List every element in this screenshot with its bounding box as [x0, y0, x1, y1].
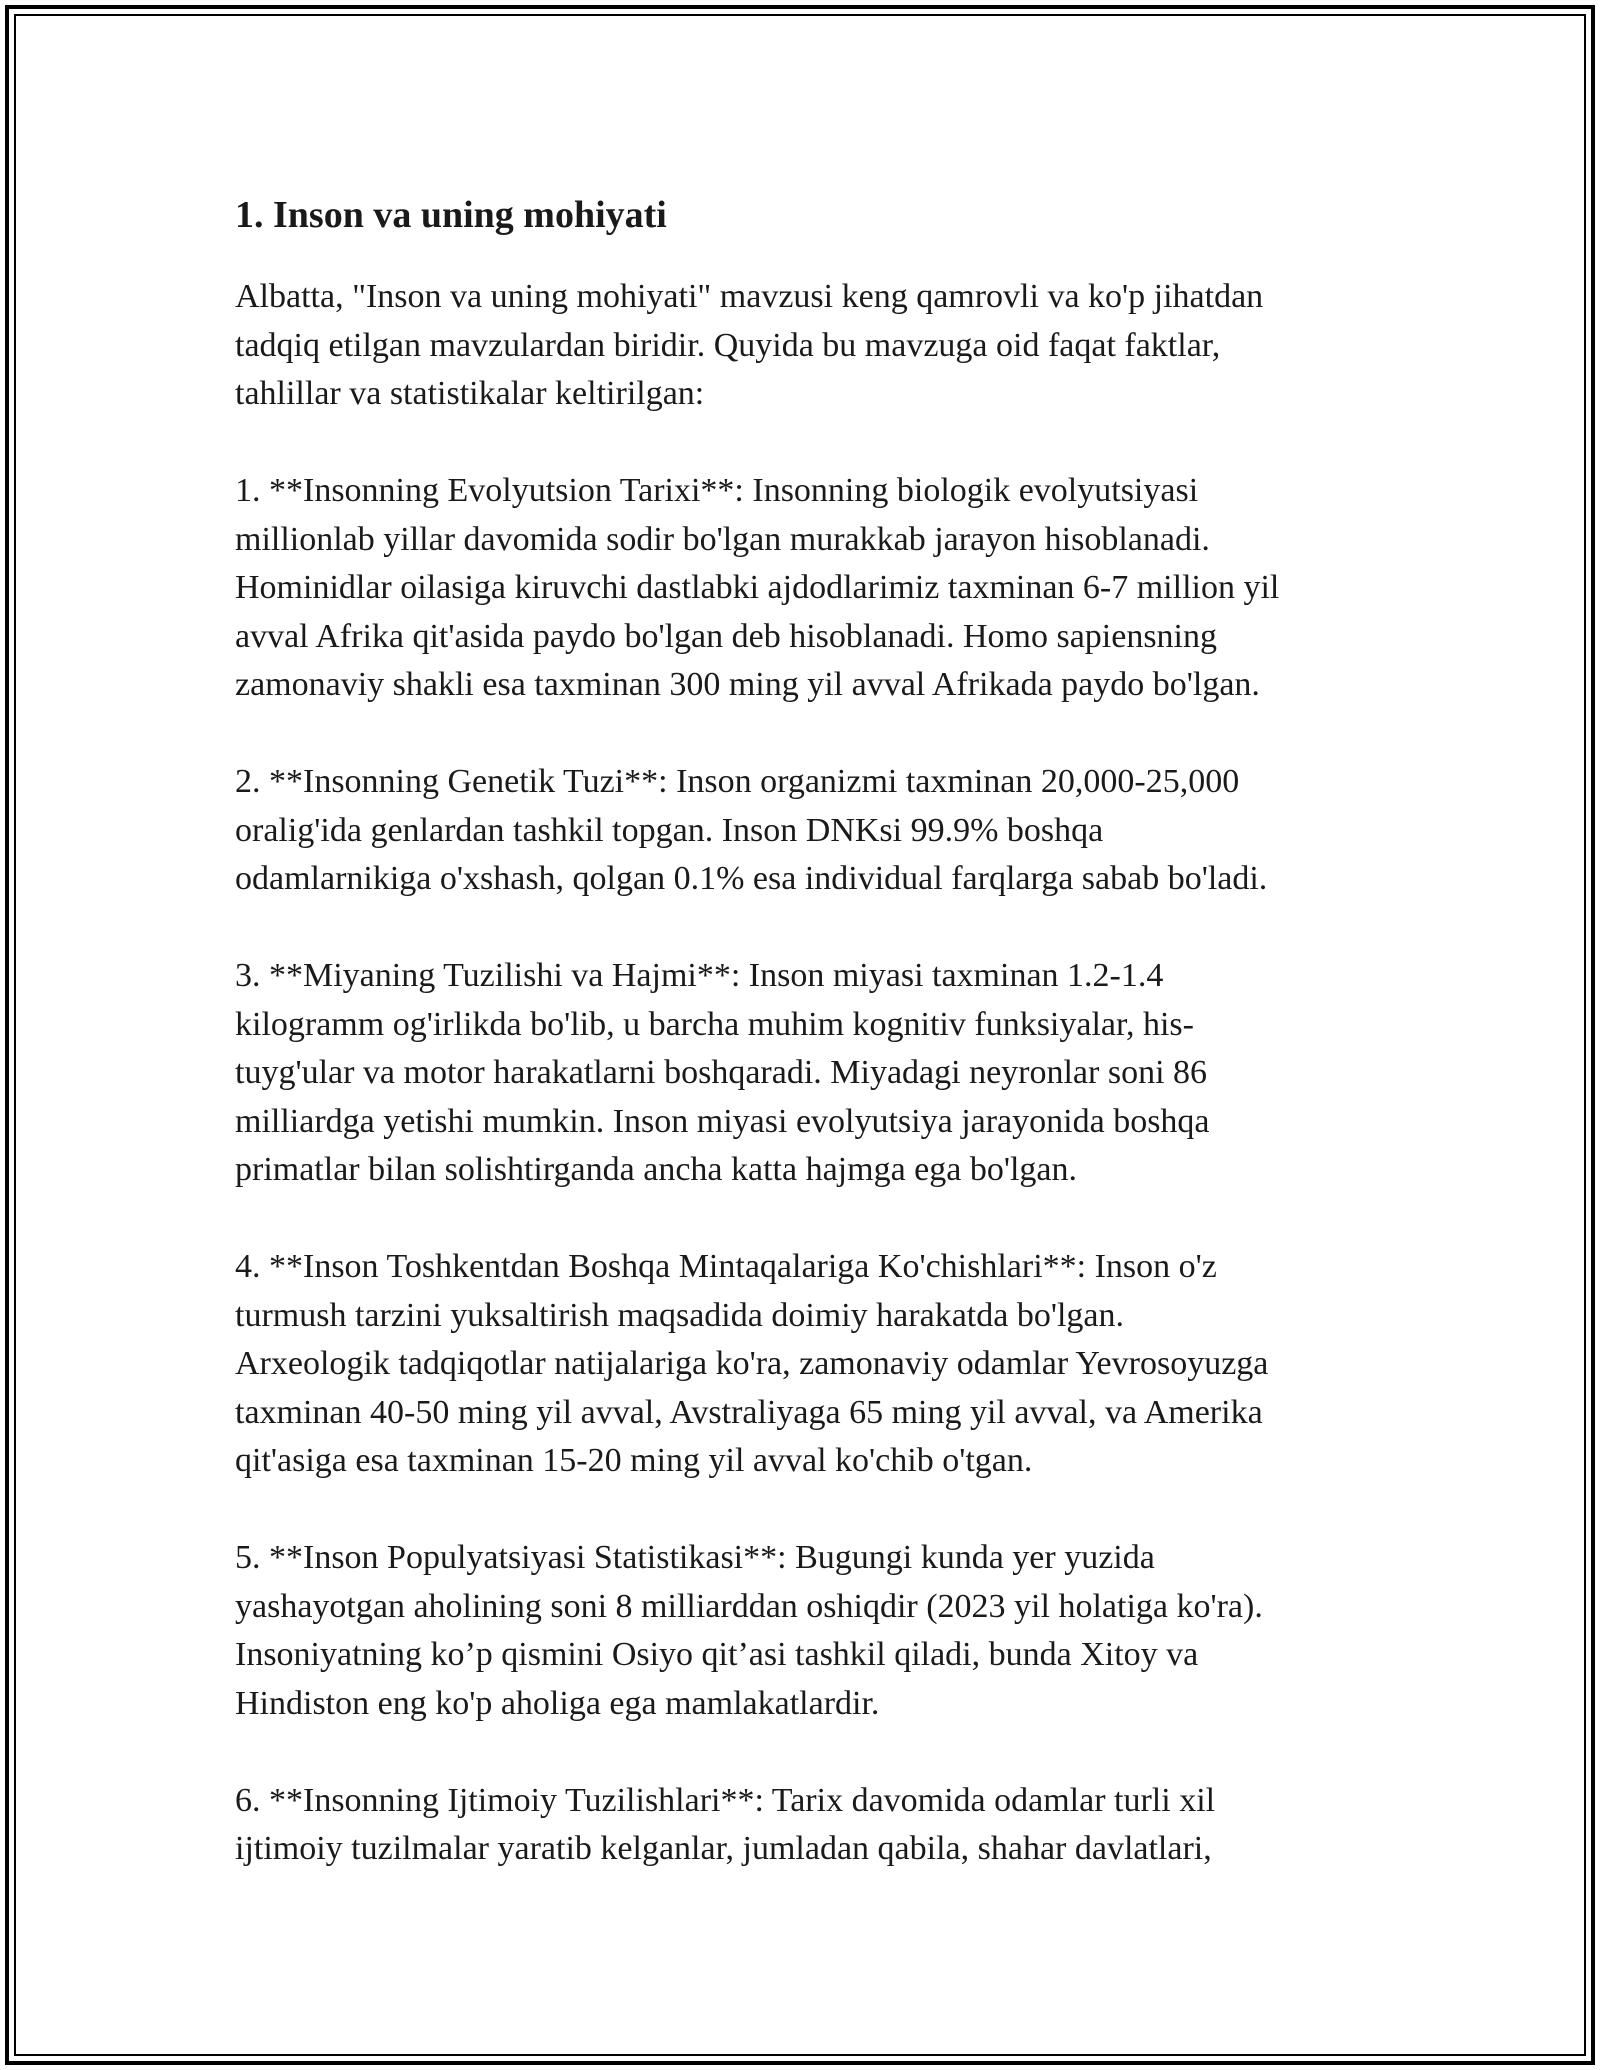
section-line: oralig'ida genlardan tashkil topgan. Inson DNKsi 99.9% boshqa — [235, 811, 1104, 849]
section-migration — [235, 1243, 1385, 1486]
section-line: millionlab yillar davomida sodir bo'lgan murakkab jarayon hisoblanadi. — [235, 520, 1210, 558]
section-line: ijtimoiy tuzilmalar yaratib kelganlar, jumladan qabila, shahar davlatlari, — [235, 1830, 1212, 1867]
section-evolution — [235, 467, 1385, 710]
section-line: 6. **Insonning Ijtimoiy Tuzilishlari**: Tarix davomida odamlar turli xil — [235, 1781, 1216, 1819]
section-line: 4. **Inson Toshkentdan Boshqa Mintaqalariga Ko'chishlari**: Inson o'z — [235, 1248, 1217, 1285]
section-line: kilogramm og'irlikda bo'lib, u barcha muhim kognitiv funksiyalar, his- — [235, 1005, 1194, 1043]
section-line: 5. **Inson Populyatsiyasi Statistikasi**: Bugungi kunda yer yuzida — [235, 1539, 1155, 1576]
section-line: 1. **Insonning Evolyutsion Tarixi**: Insonning biologik evolyutsiyasi — [235, 472, 1199, 509]
section-line: milliardga yetishi mumkin. Inson miyasi evolyutsiya jarayonida boshqa — [235, 1102, 1210, 1140]
section-line: 3. **Miyaning Tuzilishi va Hajmi**: Inson miyasi taxminan 1.2-1.4 — [235, 957, 1164, 994]
section-line: Arxeologik tadqiqotlar natijalariga ko'ra, zamonaviy odamlar Yevrosoyuzga — [235, 1345, 1269, 1382]
section-social — [235, 1777, 1385, 1874]
section-line: turmush tarzini yuksaltirish maqsadida doimiy harakatda bo'lgan. — [235, 1296, 1124, 1334]
section-line: yashayotgan aholining soni 8 milliarddan oshiqdir (2023 yil holatiga ko'ra). — [235, 1587, 1263, 1625]
section-line: qit'asiga esa taxminan 15-20 ming yil avval ko'chib o'tgan. — [235, 1442, 1033, 1479]
section-line: Hominidlar oilasiga kiruvchi dastlabki ajdodlarimiz taxminan 6-7 million yil — [235, 569, 1280, 606]
intro-line: Albatta, "Inson va uning mohiyati" mavzusi keng qamrovli va ko'p jihatdan — [235, 278, 1264, 315]
section-population — [235, 1534, 1385, 1728]
section-line: Insoniyatning ko’p qismini Osiyo qit’asi tashkil qiladi, bunda Xitoy va — [235, 1636, 1199, 1673]
section-line: tuyg'ular va motor harakatlarni boshqaradi. Miyadagi neyronlar soni 86 — [235, 1054, 1208, 1091]
section-line: zamonaviy shakli esa taxminan 300 ming yil avval Afrikada paydo bo'lgan. — [235, 666, 1260, 703]
document-page — [235, 185, 1385, 1922]
section-line: avval Afrika qit'asida paydo bo'lgan deb hisoblanadi. Homo sapiensning — [235, 617, 1217, 655]
section-line: Hindiston eng ko'p aholiga ega mamlakatlardir. — [235, 1684, 880, 1722]
section-line: 2. **Insonning Genetik Tuzi**: Inson organizmi taxminan 20,000-25,000 — [235, 763, 1240, 800]
intro-line: tahlillar va statistikalar keltirilgan: — [235, 375, 705, 412]
section-line: odamlarnikiga o'xshash, qolgan 0.1% esa individual farqlarga sabab bo'ladi. — [235, 860, 1268, 897]
intro-line: tadqiq etilgan mavzulardan biridir. Quyida bu mavzuga oid faqat faktlar, — [235, 326, 1221, 364]
section-line: taxminan 40-50 ming yil avval, Avstraliyaga 65 ming yil avval, va Amerika — [235, 1393, 1263, 1431]
intro-paragraph — [235, 273, 1385, 419]
section-genetics — [235, 758, 1385, 904]
section-line: primatlar bilan solishtirganda ancha katta hajmga ega bo'lgan. — [235, 1151, 1077, 1188]
section-brain — [235, 952, 1385, 1195]
document-title: 1. Inson va uning mohiyati — [235, 194, 667, 236]
